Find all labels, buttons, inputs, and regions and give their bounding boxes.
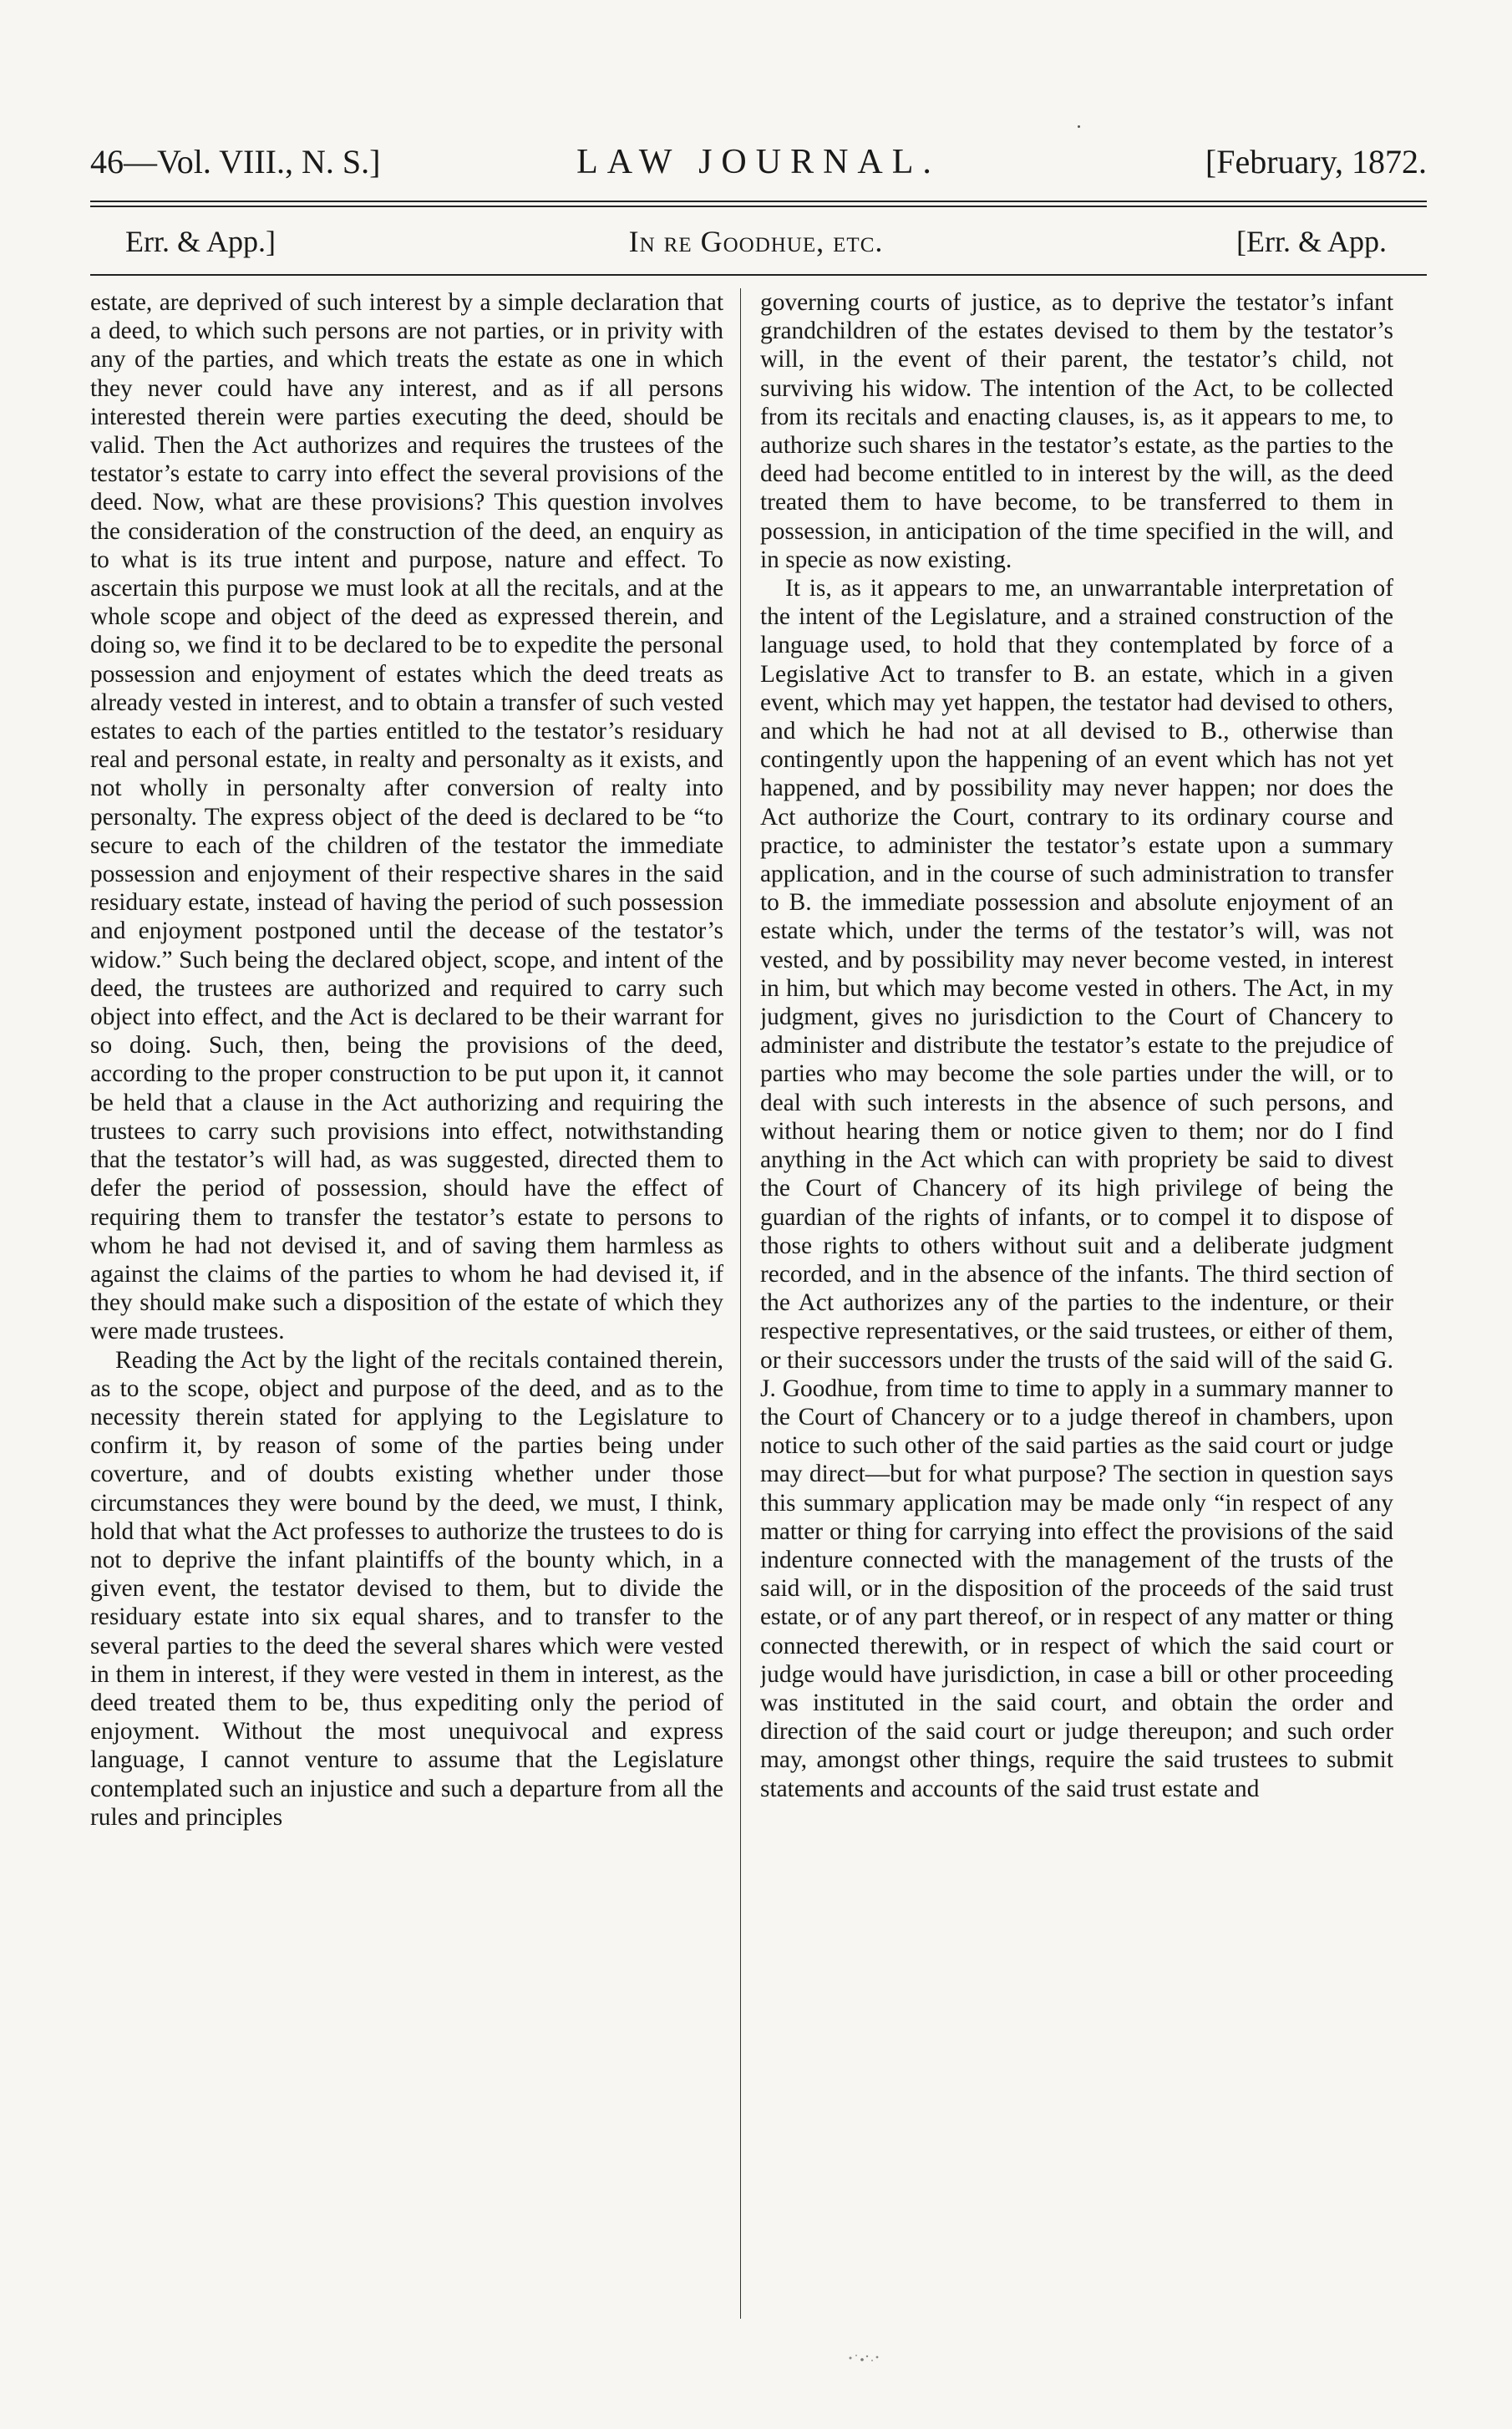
volume-reference: 46—Vol. VIII., N. S.]: [90, 143, 381, 180]
paragraph: governing courts of justice, as to deprive the testator’s infant grandchildren of the estates devised to them by the testator’s will, in the event of their parent, the testator’s child, not surviving his widow. The intention of the Act, to be collected from its recitals and enacting clauses, is, as it appears to me, to authorize such shares in the testator’s estate, as the parties to the deed had become entitled to in interest by the will, as the deed treated them to have become, to be transferred to them in possession, in anticipation of the time specified in the will, and in specie as now existing.: [760, 289, 1393, 573]
running-head: [90, 142, 1427, 192]
right-column: [760, 288, 1393, 2327]
column-divider: [740, 288, 741, 2319]
header-rule-top: [90, 201, 1427, 202]
print-speck: [1078, 125, 1080, 128]
court-left: Err. & App.]: [125, 225, 276, 258]
court-right: [Err. & App.: [1236, 225, 1387, 258]
ink-smudge: [844, 2350, 885, 2368]
section-rule: [90, 274, 1427, 276]
case-title: In re Goodhue, etc.: [628, 225, 884, 258]
issue-date: [February, 1872.: [1205, 143, 1427, 180]
left-column: [90, 288, 723, 2327]
paragraph: It is, as it appears to me, an unwarrantable interpretation of the intent of the Legislature, and a strained construction of the language used, to hold that they contemplated by force of a Legislative Act to transfer to B. an estate, which in a given event, which may yet happen, the testator had devised to others, and which he had not at all devised to B., otherwise than contingently upon the happening of an event which has not yet happened, and by possibility may never happen; nor does the Act authorize the Court, contrary to its ordinary course and practice, to administer the testator’s estate upon a summary application, and in the course of such administration to transfer to B. the immediate possession and absolute enjoyment of an estate which, under the terms of the testator’s will, was not vested, and by possibility may never become vested, in interest in him, but which may become vested in others. The Act, in my judgment, gives no jurisdiction to the Court of Chancery to administer and distribute the testator’s estate to the prejudice of parties who may become the sole parties under the will, or to deal with such interests in the absence of such persons, and without hearing them or notice given to them; nor do I find anything in the Act which can with propriety be said to divest the Court of Chancery of its high privilege of being the guardian of the rights of infants, or to compel it to dispose of those rights to others without suit and a deliberate judgment recorded, and in the absence of the infants. The third section of the Act authorizes any of the parties to the indenture, or their respective representatives, or the said trustees, or either of them, or their successors under the trusts of the said will of the said G. J. Goodhue, from time to time to apply in a summary manner to the Court of Chancery or to a judge thereof in chambers, upon notice to such other of the said parties as the said court or judge may direct—but for what purpose? The section in question says this summary application may be made only “in respect of any matter or thing for carrying into effect the provisions of the said indenture connected with the management of the trusts of the said will, or in the disposition of the proceeds of the said trust estate, or of any part thereof, or in respect of any matter or thing connected therewith, or in respect of which the said court or judge would have jurisdiction, in case a bill or other proceeding was instituted in the said court, and obtain the order and direction of the said court or judge thereupon; and such order may, amongst other things, require the said trustees to submit statements and accounts of the said trust estate and: [760, 575, 1393, 1802]
paragraph: estate, are deprived of such interest by a simple declaration that a deed, to which such persons are not parties, or in privity with any of the parties, and which treats the estate as one in which they never could have any interest, and as if all persons interested therein were parties executing the deed, should be valid. Then the Act authorizes and requires the trustees of the testator’s estate to carry into effect the several provisions of the deed. Now, what are these provisions? This question involves the consideration of the construction of the deed, an enquiry as to what is its true intent and purpose, nature and effect. To ascertain this purpose we must look at all the recitals, and at the whole scope and object of the deed as expressed therein, and doing so, we find it to be declared to be to expedite the personal possession and enjoyment of estates which the deed treats as already vested in interest, and to obtain a transfer of such vested estates to each of the parties entitled to the testator’s residuary real and personal estate, in realty and personalty as it exists, and not wholly in personalty after conversion of realty into personalty. The express object of the deed is declared to be “to secure to each of the children of the testator the immediate possession and enjoyment of their respective shares in the said residuary estate, instead of having the period of such possession and enjoyment postponed until the decease of the testator’s widow.” Such being the declared object, scope, and intent of the deed, the trustees are authorized and required to carry such object into effect, and the Act is declared to be their warrant for so doing. Such, then, being the provisions of the deed, according to the proper construction to be put upon it, it cannot be held that a clause in the Act authorizing and requiring the trustees to carry such provisions into effect, notwithstanding that the testator’s will had, as was suggested, directed them to defer the period of possession, should have the effect of requiring them to transfer the testator’s estate to persons to whom he had not devised it, and of saving them harmless as against the claims of the parties to whom he had devised it, if they should make such a disposition of the estate of which they were made trustees.: [90, 289, 723, 1345]
journal-title: LAW JOURNAL.: [576, 143, 941, 181]
paragraph: Reading the Act by the light of the recitals contained therein, as to the scope, object and purpose of the deed, and as to the necessity therein stated for applying to the Legislature to confirm it, by reason of some of the parties being under coverture, and of doubts existing whether under those circumstances they were bound by the deed, we must, I think, hold that what the Act professes to authorize the trustees to do is not to deprive the infant plaintiffs of the bounty which, in a given event, the testator devised to them, but to divide the residuary estate into six equal shares, and to transfer to the several parties to the deed the several shares which were vested in them in interest, if they were vested in them in interest, as the deed treated them to be, thus expediting only the period of enjoyment. Without the most unequivocal and express language, I cannot venture to assume that the Legislature contemplated such an injustice and such a departure from all the rules and principles: [90, 1346, 723, 1831]
header-rule-bottom: [90, 206, 1427, 207]
section-head: [125, 224, 1387, 266]
